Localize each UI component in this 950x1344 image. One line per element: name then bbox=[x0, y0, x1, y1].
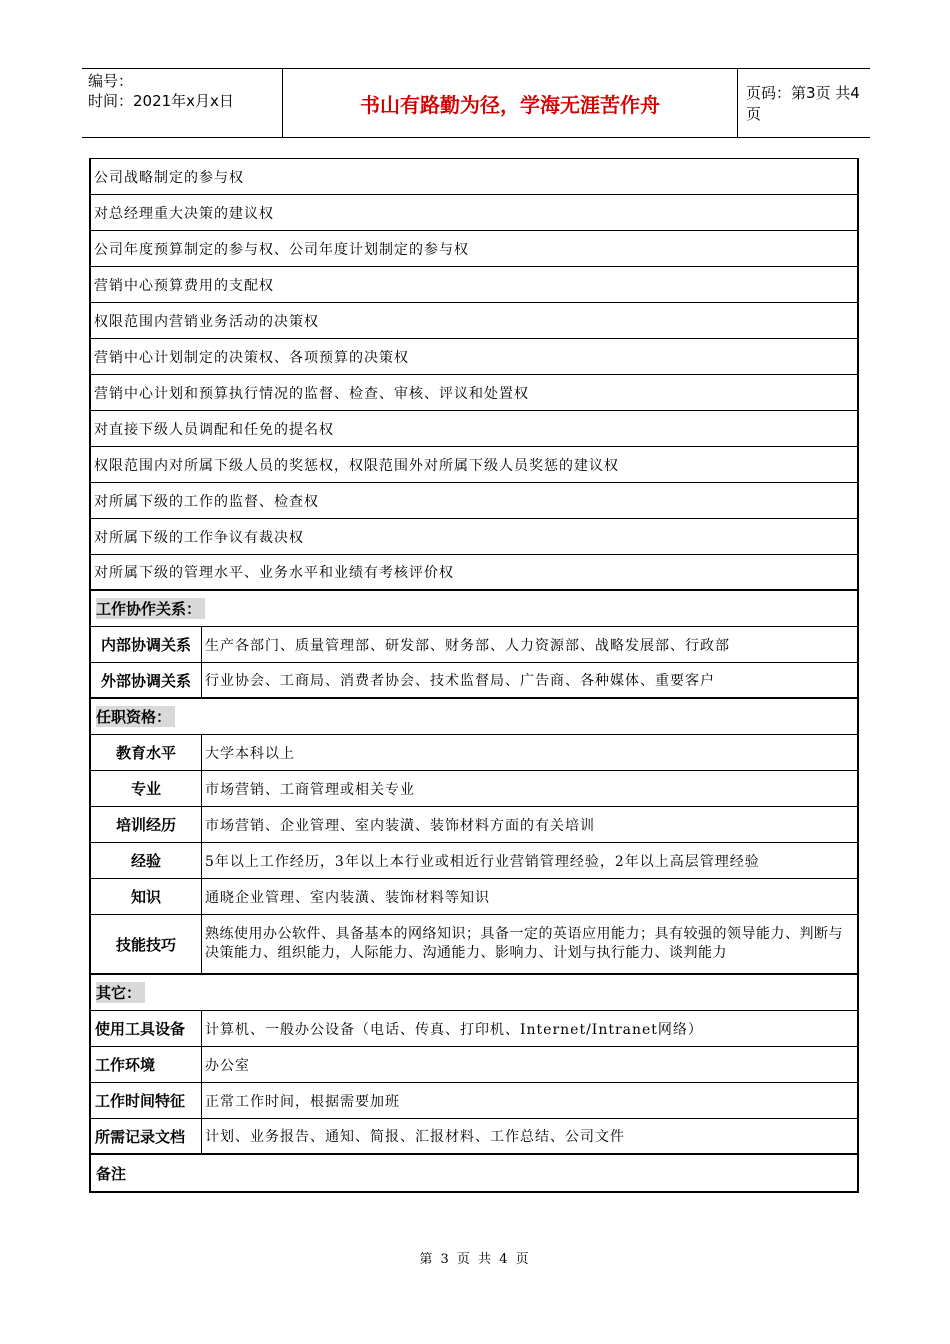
authority-item: 营销中心计划制定的决策权、各项预算的决策权 bbox=[94, 349, 409, 366]
authority-item: 公司战略制定的参与权 bbox=[94, 169, 244, 186]
external-coordination-label: 外部协调关系 bbox=[91, 663, 202, 697]
internal-coordination-value: 生产各部门、质量管理部、研发部、财务部、人力资源部、战略发展部、行政部 bbox=[205, 637, 730, 654]
authority-row bbox=[91, 231, 857, 267]
training-row bbox=[91, 807, 857, 843]
authority-row bbox=[91, 303, 857, 339]
tools-value: 计算机、一般办公设备（电话、传真、打印机、Internet/Intranet网络） bbox=[205, 1021, 703, 1038]
job-description-table bbox=[89, 158, 859, 1193]
qualifications-section-row bbox=[91, 699, 857, 735]
remarks-row bbox=[91, 1155, 857, 1191]
records-row bbox=[91, 1119, 857, 1155]
skills-label: 技能技巧 bbox=[91, 915, 202, 973]
authority-item: 对所属下级的管理水平、业务水平和业绩有考核评价权 bbox=[94, 565, 454, 581]
external-coordination-row bbox=[91, 663, 857, 699]
education-row bbox=[91, 735, 857, 771]
header-meta bbox=[88, 71, 282, 111]
experience-label: 经验 bbox=[91, 843, 202, 878]
header-motto-cell bbox=[282, 69, 738, 137]
environment-label: 工作环境 bbox=[91, 1047, 202, 1082]
authority-row bbox=[91, 195, 857, 231]
work-time-label: 工作时间特征 bbox=[91, 1083, 202, 1118]
records-label: 所需记录文档 bbox=[91, 1119, 202, 1153]
knowledge-value: 通晓企业管理、室内装潢、装饰材料等知识 bbox=[205, 889, 490, 906]
authority-row bbox=[91, 375, 857, 411]
authority-item: 对总经理重大决策的建议权 bbox=[94, 205, 274, 222]
knowledge-label: 知识 bbox=[91, 879, 202, 914]
other-section-row bbox=[91, 975, 857, 1011]
qualifications-section-title: 任职资格： bbox=[91, 699, 857, 734]
work-time-row bbox=[91, 1083, 857, 1119]
experience-row bbox=[91, 843, 857, 879]
tools-row bbox=[91, 1011, 857, 1047]
authority-row bbox=[91, 483, 857, 519]
environment-value: 办公室 bbox=[205, 1057, 250, 1074]
authority-item: 权限范围内对所属下级人员的奖惩权，权限范围外对所属下级人员奖惩的建议权 bbox=[94, 457, 619, 474]
page-header bbox=[82, 68, 870, 138]
records-value: 计划、业务报告、通知、简报、汇报材料、工作总结、公司文件 bbox=[205, 1129, 625, 1145]
authority-row bbox=[91, 555, 857, 591]
skills-row bbox=[91, 915, 857, 975]
cooperation-section-title: 工作协作关系： bbox=[91, 591, 857, 626]
authority-row bbox=[91, 267, 857, 303]
authority-row bbox=[91, 159, 857, 195]
major-value: 市场营销、工商管理或相关专业 bbox=[205, 781, 415, 798]
authority-row bbox=[91, 411, 857, 447]
internal-coordination-label: 内部协调关系 bbox=[91, 627, 202, 662]
authority-item: 营销中心计划和预算执行情况的监督、检查、审核、评议和处置权 bbox=[94, 385, 529, 402]
other-section-title: 其它： bbox=[91, 975, 857, 1010]
education-value: 大学本科以上 bbox=[205, 745, 295, 762]
authority-row bbox=[91, 519, 857, 555]
date-label: 时间：2021年x月x日 bbox=[88, 92, 234, 110]
cooperation-section-row bbox=[91, 591, 857, 627]
education-label: 教育水平 bbox=[91, 735, 202, 770]
header-page-info: 页码：第3页 共4页 bbox=[746, 84, 860, 123]
major-label: 专业 bbox=[91, 771, 202, 806]
skills-value: 熟练使用办公软件、具备基本的网络知识；具备一定的英语应用能力；具有较强的领导能力、判断与决策能力、组织能力，人际能力、沟通能力、影响力、计划与执行能力、谈判能力 bbox=[205, 926, 843, 961]
authority-item: 营销中心预算费用的支配权 bbox=[94, 277, 274, 294]
tools-label: 使用工具设备 bbox=[91, 1011, 202, 1046]
authority-row bbox=[91, 339, 857, 375]
environment-row bbox=[91, 1047, 857, 1083]
external-coordination-value: 行业协会、工商局、消费者协会、技术监督局、广告商、各种媒体、重要客户 bbox=[205, 673, 715, 689]
authority-item: 对直接下级人员调配和任免的提名权 bbox=[94, 421, 334, 438]
authority-item: 权限范围内营销业务活动的决策权 bbox=[94, 313, 319, 330]
major-row bbox=[91, 771, 857, 807]
experience-value: 5年以上工作经历，3年以上本行业或相近行业营销管理经验，2年以上高层管理经验 bbox=[205, 853, 760, 870]
training-value: 市场营销、企业管理、室内装潢、装饰材料方面的有关培训 bbox=[205, 817, 595, 834]
header-motto: 书山有路勤为径，学海无涯苦作舟 bbox=[360, 92, 660, 117]
number-label: 编号： bbox=[88, 72, 134, 90]
authority-item: 对所属下级的工作的监督、检查权 bbox=[94, 493, 319, 510]
authority-item: 公司年度预算制定的参与权、公司年度计划制定的参与权 bbox=[94, 241, 469, 258]
authority-row bbox=[91, 447, 857, 483]
knowledge-row bbox=[91, 879, 857, 915]
authority-item: 对所属下级的工作争议有裁决权 bbox=[94, 529, 304, 546]
internal-coordination-row bbox=[91, 627, 857, 663]
remarks-label: 备注 bbox=[96, 1164, 127, 1183]
training-label: 培训经历 bbox=[91, 807, 202, 842]
work-time-value: 正常工作时间，根据需要加班 bbox=[205, 1093, 400, 1110]
page-footer: 第 3 页 共 4 页 bbox=[419, 1252, 531, 1267]
